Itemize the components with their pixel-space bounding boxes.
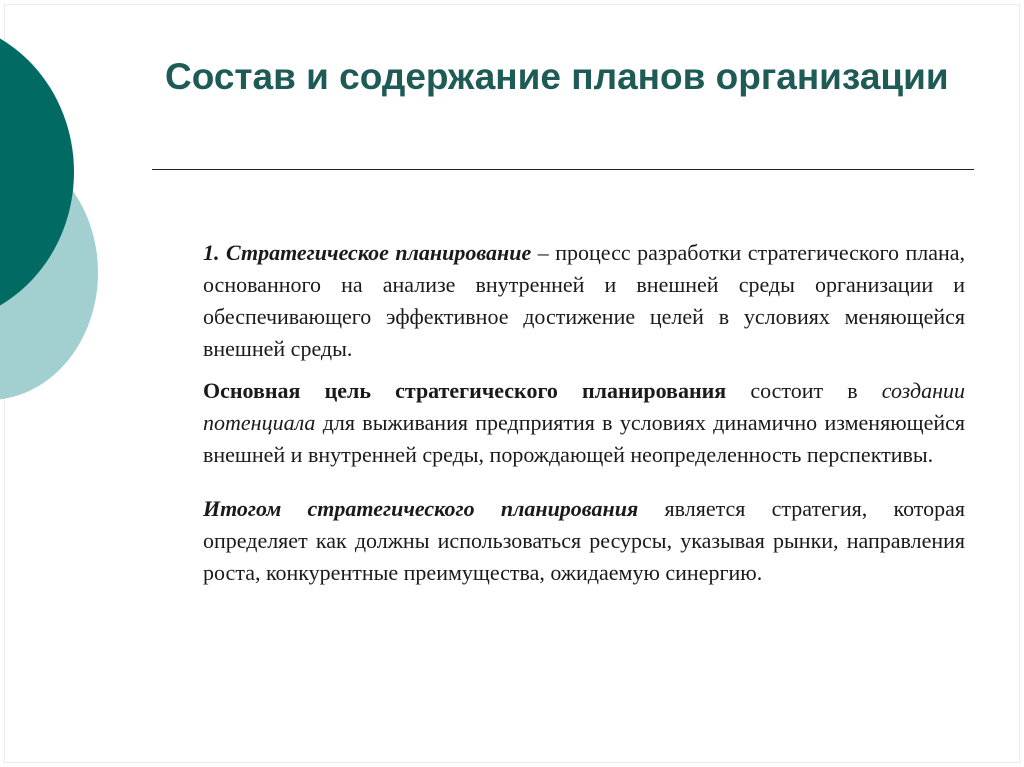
- main-goal-mid: состоит в: [726, 378, 882, 403]
- main-goal-rest: для выживания предприятия в условиях динамично изменяющейся внешней и внутренней среды, порождающей неопределенность перспективы.: [203, 410, 965, 467]
- main-goal-emphasis: создании потенциала: [203, 378, 965, 435]
- slide-body: [203, 237, 965, 589]
- result-rest: является стратегия, которая определяет как должны использоваться ресурсы, указывая рынки, направления роста, конкурентные преимущества, ожидаемую синергию.: [203, 496, 965, 585]
- result-lead: Итогом стратегического планирования: [203, 496, 639, 521]
- paragraph-strategic-planning: [203, 237, 965, 365]
- slide-title: Состав и содержание планов организации: [165, 56, 949, 97]
- title-divider: [152, 169, 974, 170]
- definition-text: – процесс разработки стратегического плана, основанного на анализе внутренней и внешней среды организации и обеспечивающего эффективное достижение целей в условиях меняющейся внешней среды.: [203, 240, 965, 361]
- paragraph-result: [203, 493, 965, 589]
- term-strategic-planning: Стратегическое планирование: [225, 240, 532, 265]
- main-goal-lead: Основная цель стратегического планирования: [203, 378, 727, 403]
- paragraph-main-goal: [203, 375, 965, 471]
- paragraph-number: 1.: [203, 240, 220, 265]
